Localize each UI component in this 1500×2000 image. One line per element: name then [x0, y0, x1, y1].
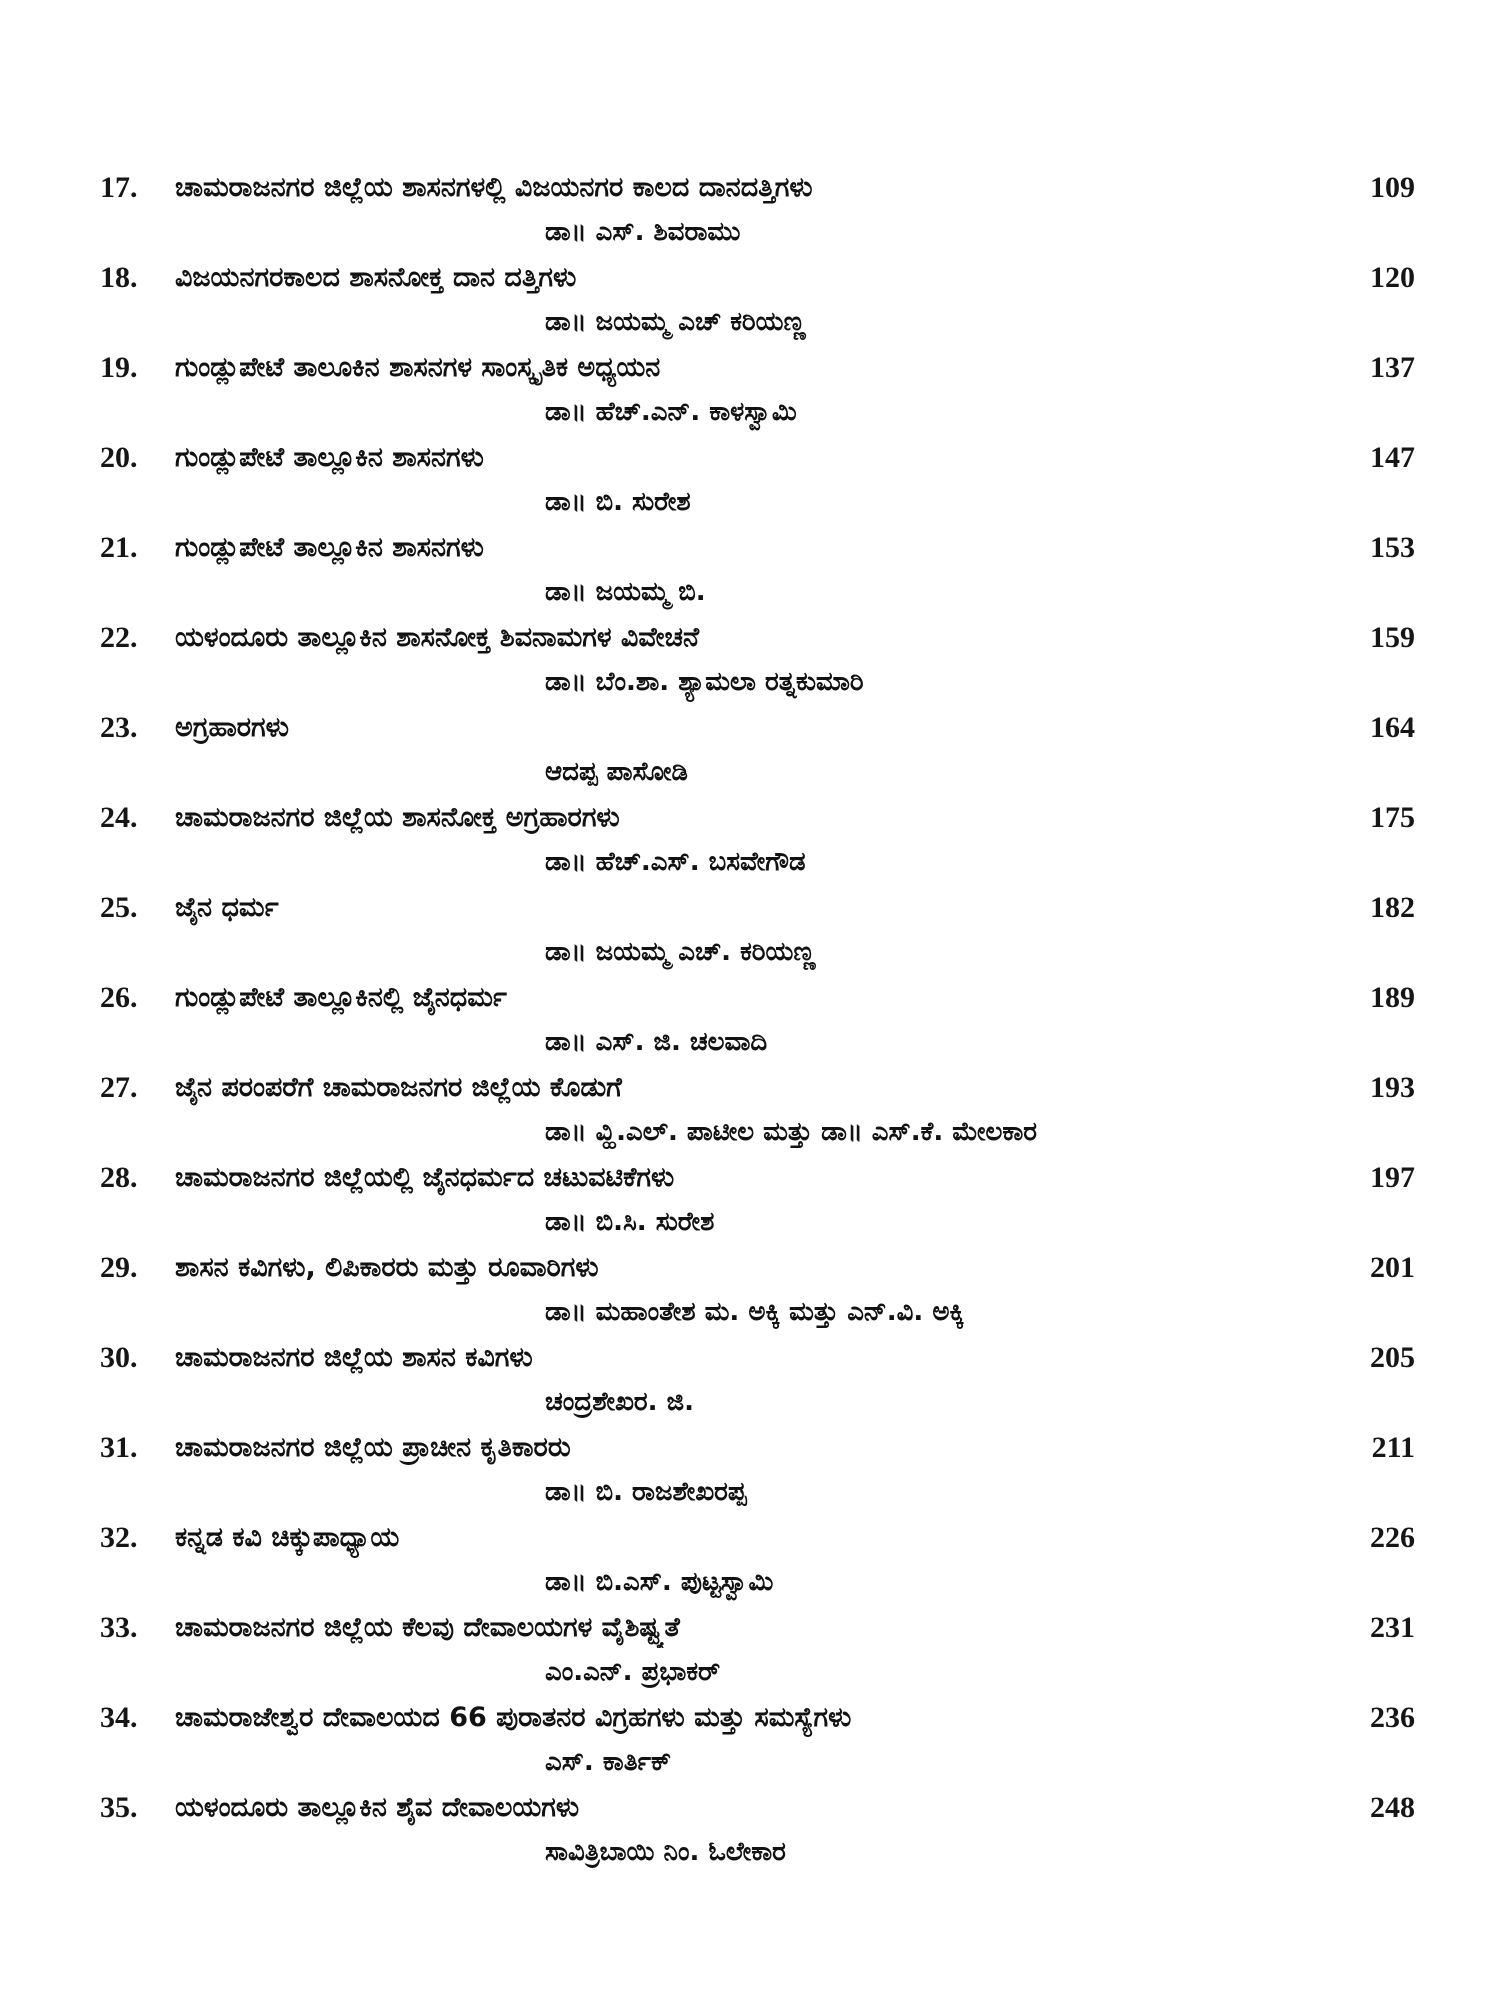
entry-author: ಡಾ॥ ಎಸ್. ಜಿ. ಚಲವಾದಿ [545, 1027, 768, 1057]
toc-entry-17 [0, 168, 1500, 258]
entry-number: 20. [100, 441, 138, 474]
toc-entry-29 [0, 1248, 1500, 1338]
entry-page-number: 211 [1371, 1431, 1415, 1464]
entry-page-number: 159 [1370, 621, 1415, 654]
entry-number: 27. [100, 1071, 138, 1104]
entry-page-number: 109 [1370, 171, 1415, 204]
entry-page-number: 201 [1370, 1251, 1415, 1284]
entry-page-number: 236 [1370, 1701, 1415, 1734]
entry-author: ಡಾ॥ ಬೆಂ.ಶಾ. ಶ್ಯಾಮಲಾ ರತ್ನಕುಮಾರಿ [545, 667, 864, 697]
entry-author: ಡಾ॥ ಜಯಮ್ಮ ಎಚ್. ಕರಿಯಣ್ಣ [545, 937, 816, 967]
toc-entry-27 [0, 1068, 1500, 1158]
entry-number: 31. [100, 1431, 138, 1464]
entry-title: ಯಳಂದೂರು ತಾಲ್ಲೂಕಿನ ಶೈವ ದೇವಾಲಯಗಳು [175, 1792, 580, 1823]
toc-entry-33 [0, 1608, 1500, 1698]
entry-title: ಗುಂಡ್ಲುಪೇಟೆ ತಾಲ್ಲೂಕಿನ ಶಾಸನಗಳು [175, 442, 484, 473]
entry-author: ಡಾ॥ ಹೆಚ್.ಎನ್. ಕಾಳಸ್ವಾಮಿ [545, 397, 797, 427]
entry-page-number: 189 [1370, 981, 1415, 1014]
entry-title: ಯಳಂದೂರು ತಾಲ್ಲೂಕಿನ ಶಾಸನೋಕ್ತ ಶಿವನಾಮಗಳ ವಿವೇಚನೆ [175, 622, 700, 653]
entry-title: ಅಗ್ರಹಾರಗಳು [175, 712, 289, 743]
entry-page-number: 175 [1370, 801, 1415, 834]
entry-title: ಚಾಮರಾಜನಗರ ಜಿಲ್ಲೆಯ ಕೆಲವು ದೇವಾಲಯಗಳ ವೈಶಿಷ್ಟ್ಯತೆ [175, 1612, 680, 1643]
toc-entry-24 [0, 798, 1500, 888]
entry-page-number: 120 [1370, 261, 1415, 294]
entry-number: 34. [100, 1701, 138, 1734]
entry-author: ಡಾ॥ ಎಸ್. ಶಿವರಾಮು [545, 217, 741, 247]
entry-title: ಚಾಮರಾಜೇಶ್ವರ ದೇವಾಲಯದ 66 ಪುರಾತನರ ವಿಗ್ರಹಗಳು ಮತ್ತು ಸಮಸ್ಯೆಗಳು [175, 1702, 852, 1733]
toc-entry-18 [0, 258, 1500, 348]
entry-number: 32. [100, 1521, 138, 1554]
entry-number: 21. [100, 531, 138, 564]
entry-author: ಸಾವಿತ್ರಿಬಾಯಿ ನಿಂ. ಓಲೇಕಾರ [545, 1837, 786, 1867]
entry-title: ಚಾಮರಾಜನಗರ ಜಿಲ್ಲೆಯಲ್ಲಿ ಜೈನಧರ್ಮದ ಚಟುವಟಿಕೆಗಳು [175, 1162, 675, 1193]
toc-entry-22 [0, 618, 1500, 708]
entry-title: ಕನ್ನಡ ಕವಿ ಚಿಕ್ಕುಪಾಧ್ಯಾಯ [175, 1522, 400, 1553]
entry-title: ಜೈನ ಧರ್ಮ [175, 892, 279, 923]
entry-number: 19. [100, 351, 138, 384]
entry-author: ಡಾ॥ ಬಿ. ರಾಜಶೇಖರಪ್ಪ [545, 1477, 747, 1507]
entry-title: ಗುಂಡ್ಲುಪೇಟೆ ತಾಲ್ಲೂಕಿನ ಶಾಸನಗಳು [175, 532, 484, 563]
entry-author: ಡಾ॥ ಬಿ.ಎಸ್. ಪುಟ್ಟಸ್ವಾಮಿ [545, 1567, 774, 1597]
table-of-contents [0, 168, 1500, 1878]
entry-author: ಡಾ॥ ಬಿ. ಸುರೇಶ [545, 487, 691, 517]
entry-number: 29. [100, 1251, 138, 1284]
entry-number: 30. [100, 1341, 138, 1374]
entry-author: ಡಾ॥ ವ್ಹಿ.ಎಲ್. ಪಾಟೀಲ ಮತ್ತು ಡಾ॥ ಎಸ್.ಕೆ. ಮೇಲಕಾರ [545, 1117, 1038, 1147]
entry-number: 23. [100, 711, 138, 744]
toc-entry-26 [0, 978, 1500, 1068]
toc-entry-23 [0, 708, 1500, 798]
entry-page-number: 164 [1370, 711, 1415, 744]
entry-title: ವಿಜಯನಗರಕಾಲದ ಶಾಸನೋಕ್ತ ದಾನ ದತ್ತಿಗಳು [175, 262, 577, 293]
entry-title: ಚಾಮರಾಜನಗರ ಜಿಲ್ಲೆಯ ಪ್ರಾಚೀನ ಕೃತಿಕಾರರು [175, 1432, 571, 1463]
entry-page-number: 182 [1370, 891, 1415, 924]
entry-page-number: 153 [1370, 531, 1415, 564]
entry-title: ಗುಂಡ್ಲುಪೇಟೆ ತಾಲೂಕಿನ ಶಾಸನಗಳ ಸಾಂಸ್ಕೃತಿಕ ಅಧ್ಯಯನ [175, 352, 661, 383]
entry-number: 18. [100, 261, 138, 294]
entry-page-number: 197 [1370, 1161, 1415, 1194]
entry-number: 28. [100, 1161, 138, 1194]
entry-author: ಡಾ॥ ಮಹಾಂತೇಶ ಮ. ಅಕ್ಕಿ ಮತ್ತು ಎನ್.ವಿ. ಅಕ್ಕಿ [545, 1297, 965, 1327]
entry-title: ಚಾಮರಾಜನಗರ ಜಿಲ್ಲೆಯ ಶಾಸನೋಕ್ತ ಅಗ್ರಹಾರಗಳು [175, 802, 620, 833]
entry-page-number: 147 [1370, 441, 1415, 474]
entry-title: ಶಾಸನ ಕವಿಗಳು, ಲಿಪಿಕಾರರು ಮತ್ತು ರೂವಾರಿಗಳು [175, 1252, 599, 1283]
entry-number: 35. [100, 1791, 138, 1824]
entry-title: ಗುಂಡ್ಲುಪೇಟೆ ತಾಲ್ಲೂಕಿನಲ್ಲಿ ಜೈನಧರ್ಮ [175, 982, 507, 1013]
entry-author: ಚಂದ್ರಶೇಖರ. ಜಿ. [545, 1387, 694, 1417]
entry-number: 26. [100, 981, 138, 1014]
toc-entry-21 [0, 528, 1500, 618]
toc-entry-32 [0, 1518, 1500, 1608]
toc-entry-31 [0, 1428, 1500, 1518]
entry-author: ಡಾ॥ ಬಿ.ಸಿ. ಸುರೇಶ [545, 1207, 715, 1237]
entry-title: ಜೈನ ಪರಂಪರೆಗೆ ಚಾಮರಾಜನಗರ ಜಿಲ್ಲೆಯ ಕೊಡುಗೆ [175, 1072, 622, 1103]
entry-page-number: 193 [1370, 1071, 1415, 1104]
toc-entry-25 [0, 888, 1500, 978]
entry-number: 17. [100, 171, 138, 204]
entry-author: ಡಾ॥ ಹೆಚ್.ಎಸ್. ಬಸವೇಗೌಡ [545, 847, 806, 877]
entry-author: ಡಾ॥ ಜಯಮ್ಮ ಬಿ. [545, 577, 706, 607]
toc-entry-19 [0, 348, 1500, 438]
toc-entry-20 [0, 438, 1500, 528]
toc-entry-35 [0, 1788, 1500, 1878]
entry-author: ಎಸ್. ಕಾರ್ತಿಕ್ [545, 1747, 672, 1777]
toc-entry-28 [0, 1158, 1500, 1248]
toc-entry-30 [0, 1338, 1500, 1428]
entry-author: ಎಂ.ಎನ್. ಪ್ರಭಾಕರ್ [545, 1657, 721, 1687]
entry-title: ಚಾಮರಾಜನಗರ ಜಿಲ್ಲೆಯ ಶಾಸನ ಕವಿಗಳು [175, 1342, 533, 1373]
entry-page-number: 226 [1370, 1521, 1415, 1554]
entry-number: 24. [100, 801, 138, 834]
entry-author: ಡಾ॥ ಜಯಮ್ಮ ಎಚ್ ಕರಿಯಣ್ಣ [545, 307, 806, 337]
entry-number: 25. [100, 891, 138, 924]
toc-entry-34 [0, 1698, 1500, 1788]
entry-title: ಚಾಮರಾಜನಗರ ಜಿಲ್ಲೆಯ ಶಾಸನಗಳಲ್ಲಿ ವಿಜಯನಗರ ಕಾಲದ ದಾನದತ್ತಿಗಳು [175, 172, 813, 203]
entry-page-number: 248 [1370, 1791, 1415, 1824]
entry-page-number: 137 [1370, 351, 1415, 384]
entry-page-number: 231 [1370, 1611, 1415, 1644]
entry-number: 22. [100, 621, 138, 654]
entry-number: 33. [100, 1611, 138, 1644]
entry-page-number: 205 [1370, 1341, 1415, 1374]
entry-author: ಆದಪ್ಪ ಪಾಸೋಡಿ [545, 757, 688, 787]
